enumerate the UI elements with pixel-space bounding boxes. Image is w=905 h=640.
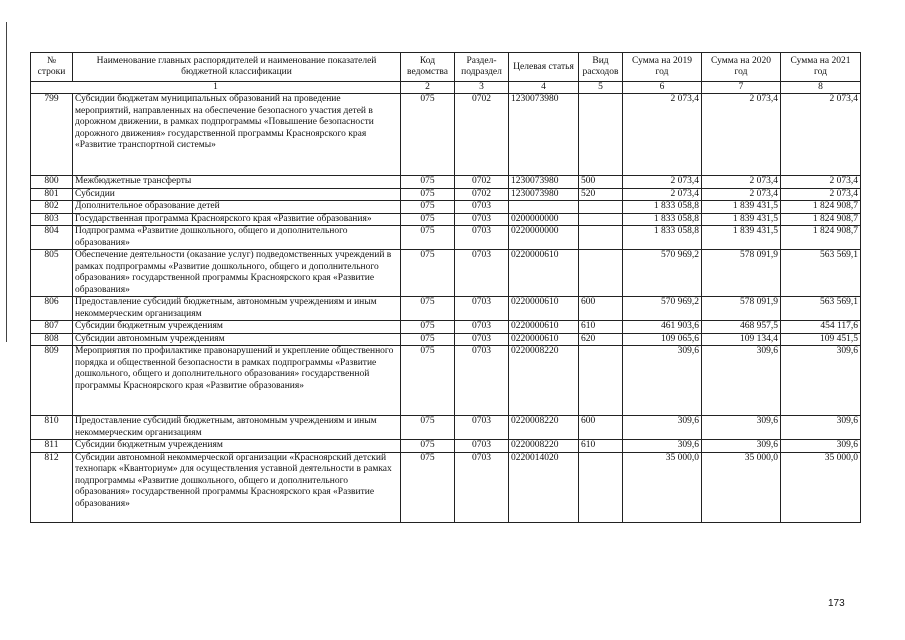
row-name: Межбюджетные трансферты bbox=[73, 176, 401, 189]
table-row bbox=[31, 226, 861, 250]
expense-type: 500 bbox=[579, 176, 623, 189]
sum-2019: 1 833 058,8 bbox=[623, 213, 702, 226]
budget-table bbox=[30, 52, 861, 523]
row-name: Субсидии автономным учреждениям bbox=[73, 333, 401, 346]
row-name: Субсидии бюджетным учреждениям bbox=[73, 321, 401, 334]
table-row bbox=[31, 321, 861, 334]
expense-type bbox=[579, 201, 623, 214]
dept-code: 075 bbox=[401, 94, 455, 176]
table-row bbox=[31, 416, 861, 440]
expense-type bbox=[579, 452, 623, 522]
sum-2019: 309,6 bbox=[623, 416, 702, 440]
row-number: 808 bbox=[31, 333, 73, 346]
sum-2019: 570 969,2 bbox=[623, 250, 702, 297]
column-number: 4 bbox=[509, 82, 579, 94]
dept-code: 075 bbox=[401, 297, 455, 321]
sum-2019: 309,6 bbox=[623, 346, 702, 416]
section-code: 0703 bbox=[455, 226, 509, 250]
sum-2021: 2 073,4 bbox=[781, 94, 861, 176]
expense-type bbox=[579, 250, 623, 297]
sum-2021: 1 824 908,7 bbox=[781, 226, 861, 250]
sum-2021: 309,6 bbox=[781, 416, 861, 440]
table-row bbox=[31, 452, 861, 522]
expense-type bbox=[579, 213, 623, 226]
target-article: 1230073980 bbox=[509, 94, 579, 176]
section-code: 0703 bbox=[455, 452, 509, 522]
row-number: 801 bbox=[31, 188, 73, 201]
expense-type bbox=[579, 94, 623, 176]
header-name: Наименование главных распорядителей и наименование показателей бюджетной классификации bbox=[73, 53, 401, 82]
sum-2021: 2 073,4 bbox=[781, 176, 861, 189]
sum-2020: 2 073,4 bbox=[702, 188, 781, 201]
dept-code: 075 bbox=[401, 188, 455, 201]
row-number: 806 bbox=[31, 297, 73, 321]
dept-code: 075 bbox=[401, 176, 455, 189]
section-code: 0703 bbox=[455, 333, 509, 346]
section-code: 0703 bbox=[455, 201, 509, 214]
dept-code: 075 bbox=[401, 250, 455, 297]
row-number: 810 bbox=[31, 416, 73, 440]
row-number: 811 bbox=[31, 440, 73, 453]
expense-type: 610 bbox=[579, 321, 623, 334]
dept-code: 075 bbox=[401, 321, 455, 334]
row-name: Мероприятия по профилактике правонарушений и укрепление общественного порядка и общественной безопасности в рамках подпрограммы «Развитие дошкольного, общего и дополнительного образования» государственной программы Красноярского края «Развитие образования» bbox=[73, 346, 401, 416]
sum-2020: 309,6 bbox=[702, 416, 781, 440]
header-sum-2019: Сумма на 2019 год bbox=[623, 53, 702, 82]
sum-2021: 1 824 908,7 bbox=[781, 201, 861, 214]
target-article: 0220014020 bbox=[509, 452, 579, 522]
section-code: 0703 bbox=[455, 346, 509, 416]
section-code: 0702 bbox=[455, 94, 509, 176]
sum-2019: 2 073,4 bbox=[623, 176, 702, 189]
header-sum-2020: Сумма на 2020 год bbox=[702, 53, 781, 82]
sum-2021: 309,6 bbox=[781, 346, 861, 416]
dept-code: 075 bbox=[401, 213, 455, 226]
dept-code: 075 bbox=[401, 440, 455, 453]
table-row bbox=[31, 188, 861, 201]
row-name: Субсидии бюджетам муниципальных образований на проведение мероприятий, направленных на обеспечение безопасного участия детей в дорожном движении, в рамках подпрограммы «Повышение безопасности дорожного движения» государственной программы Красноярского края «Развитие транспортной системы» bbox=[73, 94, 401, 176]
row-number: 799 bbox=[31, 94, 73, 176]
row-number: 807 bbox=[31, 321, 73, 334]
sum-2019: 2 073,4 bbox=[623, 94, 702, 176]
header-sum-2021: Сумма на 2021 год bbox=[781, 53, 861, 82]
sum-2020: 1 839 431,5 bbox=[702, 226, 781, 250]
sum-2021: 454 117,6 bbox=[781, 321, 861, 334]
sum-2020: 578 091,9 bbox=[702, 297, 781, 321]
sum-2019: 2 073,4 bbox=[623, 188, 702, 201]
table-row bbox=[31, 333, 861, 346]
expense-type bbox=[579, 346, 623, 416]
row-name: Субсидии бюджетным учреждениям bbox=[73, 440, 401, 453]
section-code: 0703 bbox=[455, 250, 509, 297]
column-number-row bbox=[31, 82, 861, 94]
row-name: Обеспечение деятельности (оказание услуг) подведомственных учреждений в рамках подпрограммы «Развитие дошкольного, общего и дополнительного образования» государственной программы Красноярского края «Развитие образования» bbox=[73, 250, 401, 297]
target-article: 0220000610 bbox=[509, 297, 579, 321]
sum-2019: 35 000,0 bbox=[623, 452, 702, 522]
row-number: 802 bbox=[31, 201, 73, 214]
target-article: 0220000610 bbox=[509, 333, 579, 346]
sum-2020: 468 957,5 bbox=[702, 321, 781, 334]
column-number: 3 bbox=[455, 82, 509, 94]
table-row bbox=[31, 201, 861, 214]
sum-2021: 109 451,5 bbox=[781, 333, 861, 346]
sum-2019: 461 903,6 bbox=[623, 321, 702, 334]
sum-2020: 35 000,0 bbox=[702, 452, 781, 522]
expense-type: 610 bbox=[579, 440, 623, 453]
target-article: 0220008220 bbox=[509, 416, 579, 440]
sum-2020: 2 073,4 bbox=[702, 176, 781, 189]
sum-2019: 1 833 058,8 bbox=[623, 226, 702, 250]
row-name: Предоставление субсидий бюджетным, автономным учреждениям и иным некоммерческим организациям bbox=[73, 416, 401, 440]
row-number: 803 bbox=[31, 213, 73, 226]
column-number: 6 bbox=[623, 82, 702, 94]
row-number: 804 bbox=[31, 226, 73, 250]
expense-type: 600 bbox=[579, 297, 623, 321]
row-name: Подпрограмма «Развитие дошкольного, общего и дополнительного образования» bbox=[73, 226, 401, 250]
target-article: 0220008220 bbox=[509, 440, 579, 453]
header-target-article: Целевая статья bbox=[509, 53, 579, 82]
row-number: 805 bbox=[31, 250, 73, 297]
header-dept-code: Код ведомства bbox=[401, 53, 455, 82]
section-code: 0702 bbox=[455, 176, 509, 189]
sum-2021: 35 000,0 bbox=[781, 452, 861, 522]
dept-code: 075 bbox=[401, 416, 455, 440]
dept-code: 075 bbox=[401, 346, 455, 416]
dept-code: 075 bbox=[401, 333, 455, 346]
column-number: 7 bbox=[702, 82, 781, 94]
column-number: 8 bbox=[781, 82, 861, 94]
table-row bbox=[31, 346, 861, 416]
section-code: 0703 bbox=[455, 440, 509, 453]
row-number: 800 bbox=[31, 176, 73, 189]
sum-2019: 109 065,6 bbox=[623, 333, 702, 346]
target-article: 0220000610 bbox=[509, 250, 579, 297]
margin-line bbox=[6, 22, 7, 342]
dept-code: 075 bbox=[401, 201, 455, 214]
row-number: 812 bbox=[31, 452, 73, 522]
header-row-no: № строки bbox=[31, 53, 73, 82]
target-article: 1230073980 bbox=[509, 188, 579, 201]
section-code: 0703 bbox=[455, 213, 509, 226]
table-row bbox=[31, 176, 861, 189]
column-number: 5 bbox=[579, 82, 623, 94]
sum-2020: 1 839 431,5 bbox=[702, 213, 781, 226]
target-article: 0220000610 bbox=[509, 321, 579, 334]
row-name: Субсидии bbox=[73, 188, 401, 201]
row-name: Государственная программа Красноярского края «Развитие образования» bbox=[73, 213, 401, 226]
sum-2020: 309,6 bbox=[702, 440, 781, 453]
sum-2020: 2 073,4 bbox=[702, 94, 781, 176]
row-name: Предоставление субсидий бюджетным, автономным учреждениям и иным некоммерческим организациям bbox=[73, 297, 401, 321]
sum-2021: 1 824 908,7 bbox=[781, 213, 861, 226]
table-row bbox=[31, 440, 861, 453]
expense-type: 600 bbox=[579, 416, 623, 440]
section-code: 0702 bbox=[455, 188, 509, 201]
table-row bbox=[31, 94, 861, 176]
sum-2019: 570 969,2 bbox=[623, 297, 702, 321]
row-name: Субсидии автономной некоммерческой организации «Красноярский детский технопарк «Кванториум» для осуществления уставной деятельности в рамках подпрограммы «Развитие дошкольного, общего и дополнительного образования» государственной программы Красноярского края «Развитие образования» bbox=[73, 452, 401, 522]
sum-2019: 309,6 bbox=[623, 440, 702, 453]
section-code: 0703 bbox=[455, 321, 509, 334]
sum-2020: 1 839 431,5 bbox=[702, 201, 781, 214]
column-number: 1 bbox=[31, 82, 401, 94]
sum-2019: 1 833 058,8 bbox=[623, 201, 702, 214]
target-article: 1230073980 bbox=[509, 176, 579, 189]
column-number: 2 bbox=[401, 82, 455, 94]
sum-2020: 109 134,4 bbox=[702, 333, 781, 346]
sum-2021: 309,6 bbox=[781, 440, 861, 453]
section-code: 0703 bbox=[455, 416, 509, 440]
page-number: 173 bbox=[828, 598, 845, 609]
table-row bbox=[31, 213, 861, 226]
sum-2020: 578 091,9 bbox=[702, 250, 781, 297]
expense-type: 520 bbox=[579, 188, 623, 201]
header-expense-type: Вид расходов bbox=[579, 53, 623, 82]
target-article bbox=[509, 201, 579, 214]
sum-2021: 563 569,1 bbox=[781, 250, 861, 297]
expense-type bbox=[579, 226, 623, 250]
target-article: 0220008220 bbox=[509, 346, 579, 416]
target-article: 0220000000 bbox=[509, 226, 579, 250]
table-row bbox=[31, 297, 861, 321]
expense-type: 620 bbox=[579, 333, 623, 346]
row-number: 809 bbox=[31, 346, 73, 416]
header-section: Раздел-подраздел bbox=[455, 53, 509, 82]
table-row bbox=[31, 250, 861, 297]
section-code: 0703 bbox=[455, 297, 509, 321]
sum-2021: 2 073,4 bbox=[781, 188, 861, 201]
dept-code: 075 bbox=[401, 452, 455, 522]
target-article: 0200000000 bbox=[509, 213, 579, 226]
header-row bbox=[31, 53, 861, 82]
sum-2021: 563 569,1 bbox=[781, 297, 861, 321]
dept-code: 075 bbox=[401, 226, 455, 250]
row-name: Дополнительное образование детей bbox=[73, 201, 401, 214]
sum-2020: 309,6 bbox=[702, 346, 781, 416]
